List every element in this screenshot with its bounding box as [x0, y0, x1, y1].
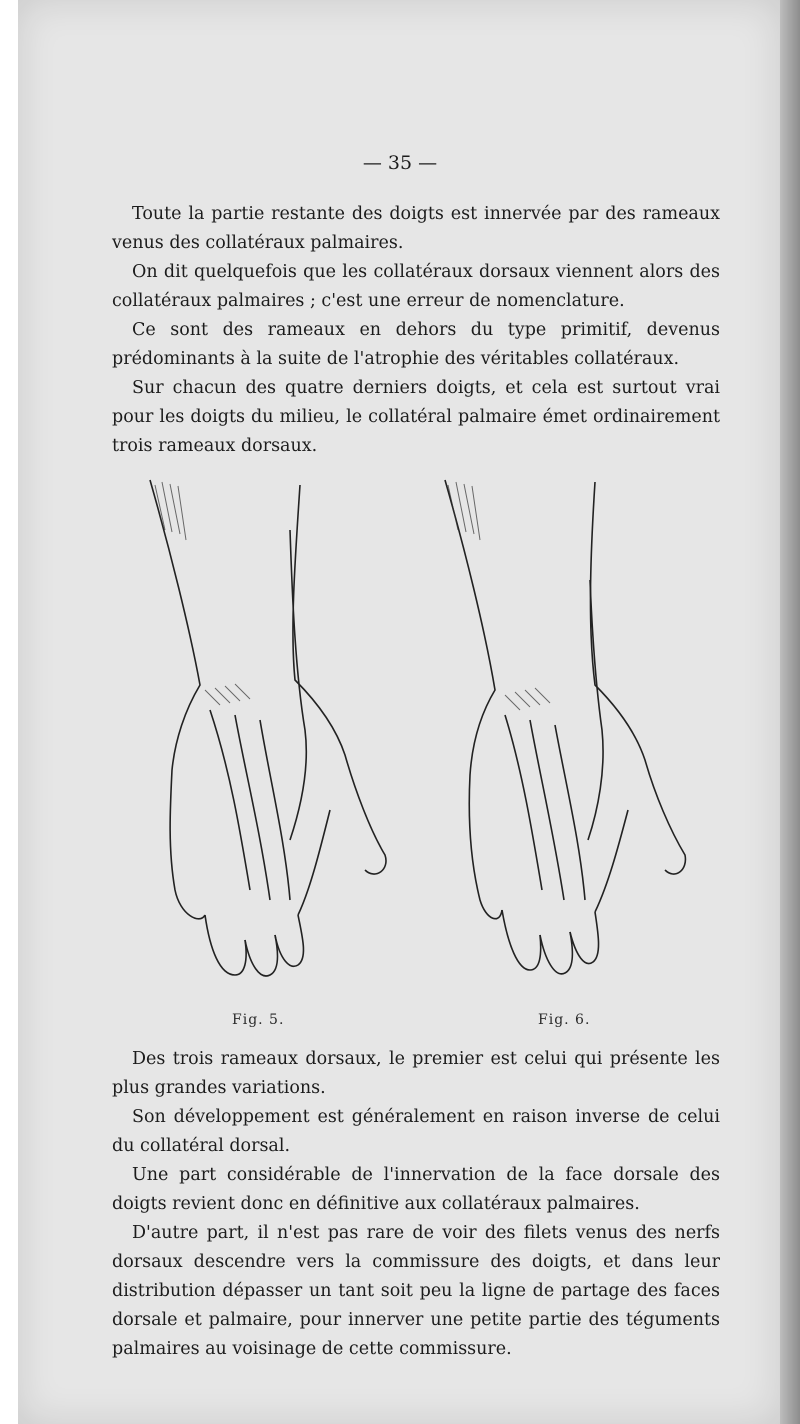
paragraph: D'autre part, il n'est pas rare de voir des filets venus des nerfs dorsaux descendre vers la commissure des doigts, et dans leur distribution dépasser un tant soit peu la ligne de partage des faces dorsale et palmaire, pour innerver une petite partie des téguments palmaires au voisinage de cette commissure.: [112, 1223, 720, 1359]
paragraph: Ce sont des rameaux en dehors du type primitif, devenus prédominants à la suite de l'atrophie des véritables collatéraux.: [112, 320, 720, 369]
paragraph: Sur chacun des quatre derniers doigts, et cela est surtout vrai pour les doigts du milieu, le collatéral palmaire émet ordinairement trois rameaux dorsaux.: [112, 378, 720, 456]
figure-5-hand-drawing: [140, 470, 400, 1000]
figure-5-caption: Fig. 5.: [232, 1012, 285, 1028]
paragraph: On dit quelquefois que les collatéraux dorsaux viennent alors des collatéraux palmaires ; c'est une erreur de nomenclature.: [112, 262, 720, 311]
figure-6-caption: Fig. 6.: [538, 1012, 591, 1028]
paragraph: Son développement est généralement en raison inverse de celui du collatéral dorsal.: [112, 1107, 720, 1156]
page-edge: [780, 0, 800, 1424]
text-block-top: [112, 200, 720, 461]
figure-6-hand-drawing: [430, 470, 700, 1000]
text-block-bottom: [112, 1045, 720, 1364]
paragraph: Toute la partie restante des doigts est innervée par des rameaux venus des collatéraux palmaires.: [112, 204, 720, 253]
paragraph: Des trois rameaux dorsaux, le premier est celui qui présente les plus grandes variations.: [112, 1049, 720, 1098]
page-number: — 35 —: [362, 152, 438, 174]
paragraph: Une part considérable de l'innervation de la face dorsale des doigts revient donc en définitive aux collatéraux palmaires.: [112, 1165, 720, 1214]
